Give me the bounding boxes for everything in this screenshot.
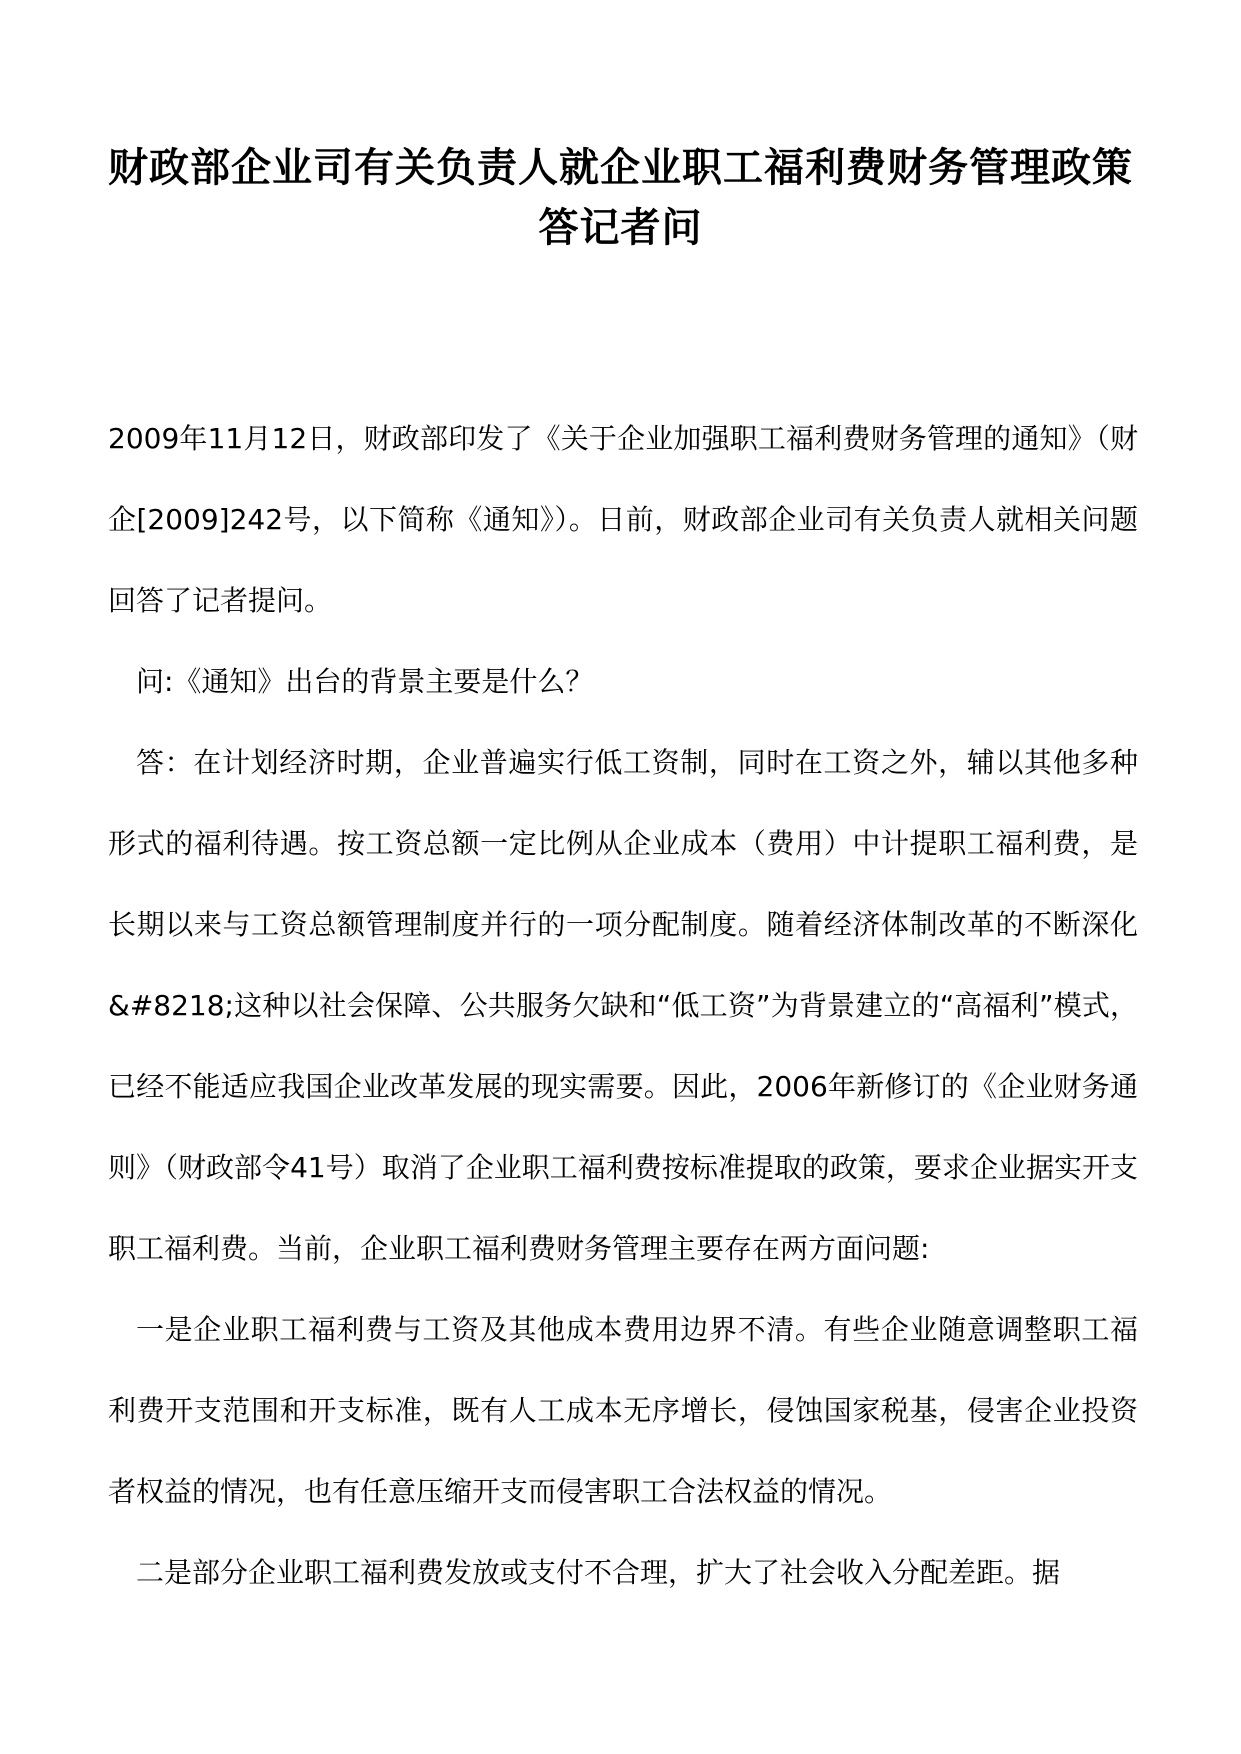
paragraph-intro: 2009年11月12日，财政部印发了《关于企业加强职工福利费财务管理的通知》（财企[2009]242号，以下简称《通知》）。日前，财政部企业司有关负责人就相关问题回答了记者提问。 — [108, 422, 1138, 617]
paragraph-issue-two: 二是部分企业职工福利费发放或支付不合理，扩大了社会收入分配差距。据 — [136, 1556, 1061, 1589]
paragraph-question: 问:《通知》出台的背景主要是什么？ — [136, 665, 594, 698]
paragraph-issue-one: 一是企业职工福利费与工资及其他成本费用边界不清。有些企业随意调整职工福利费开支范围和开支标准，既有人工成本无序增长，侵蚀国家税基，侵害企业投资者权益的情况，也有任意压缩开支而侵害职工合法权益的情况。 — [108, 1313, 1138, 1508]
document-body — [108, 398, 1138, 1613]
paragraph-answer: 答：在计划经济时期，企业普遍实行低工资制，同时在工资之外，辅以其他多种形式的福利待遇。按工资总额一定比例从企业成本（费用）中计提职工福利费，是长期以来与工资总额管理制度并行的一项分配制度。随着经济体制改革的不断深化&#8218;这种以社会保障、公共服务欠缺和“低工资”为背景建立的“高福利”模式，已经不能适应我国企业改革发展的现实需要。因此，2006年新修订的《企业财务通则》（财政部令41号）取消了企业职工福利费按标准提取的政策，要求企业据实开支职工福利费。当前，企业职工福利费财务管理主要存在两方面问题: — [108, 746, 1138, 1265]
document-title: 财政部企业司有关负责人就企业职工福利费财务管理政策答记者问 — [108, 144, 1133, 251]
